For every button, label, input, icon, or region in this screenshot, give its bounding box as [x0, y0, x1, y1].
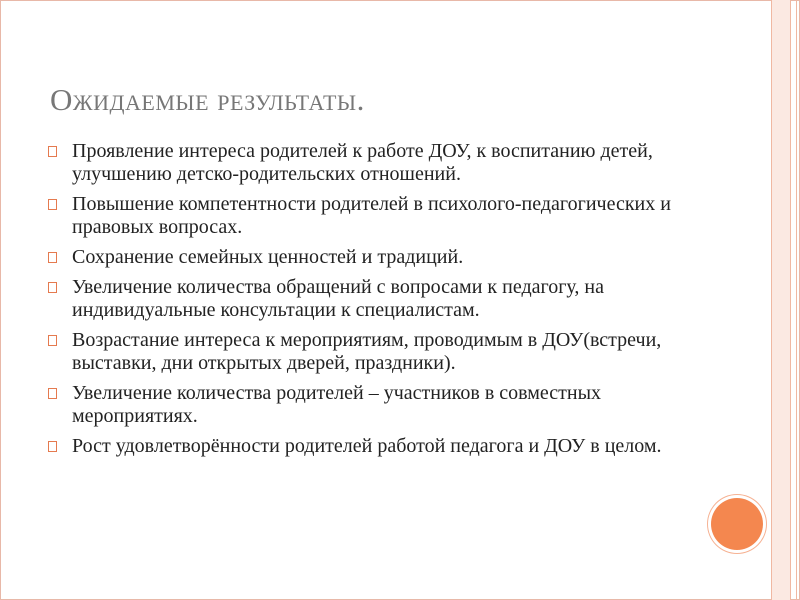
bullet-square-icon — [48, 252, 57, 263]
bullet-square-icon — [48, 146, 57, 157]
bullet-text: Проявление интереса родителей к работе ДОУ, к воспитанию детей, улучшению детско-родительских отношений. — [72, 140, 653, 185]
bullet-item — [48, 140, 688, 186]
bullet-text: Рост удовлетворённости родителей работой педагога и ДОУ в целом. — [72, 435, 662, 457]
bullet-item — [48, 276, 688, 322]
bullet-list — [48, 140, 688, 465]
bullet-text: Увеличение количества родителей – участников в совместных мероприятиях. — [72, 382, 602, 427]
bullet-item — [48, 246, 688, 269]
bullet-square-icon — [48, 441, 57, 452]
bullet-item — [48, 435, 688, 458]
bullet-text: Повышение компетентности родителей в психолого-педагогических и правовых вопросах. — [72, 193, 671, 238]
bullet-item — [48, 193, 688, 239]
bullet-item — [48, 382, 688, 428]
bullet-square-icon — [48, 199, 57, 210]
bullet-item — [48, 329, 688, 375]
slide-title: Ожидаемые результаты. — [50, 82, 365, 117]
decorative-side-band — [771, 0, 791, 600]
bullet-square-icon — [48, 388, 57, 399]
bullet-square-icon — [48, 335, 57, 346]
bullet-square-icon — [48, 282, 57, 293]
bullet-text: Возрастание интереса к мероприятиям, проводимым в ДОУ(встречи, выставки, дни открытых дверей, праздники). — [72, 329, 662, 374]
bullet-text: Увеличение количества обращений с вопросами к педагогу, на индивидуальные консультации к специалистам. — [72, 276, 604, 321]
bullet-text: Сохранение семейных ценностей и традиций. — [72, 246, 464, 268]
decorative-accent-circle — [711, 498, 763, 550]
decorative-side-line — [796, 0, 797, 600]
